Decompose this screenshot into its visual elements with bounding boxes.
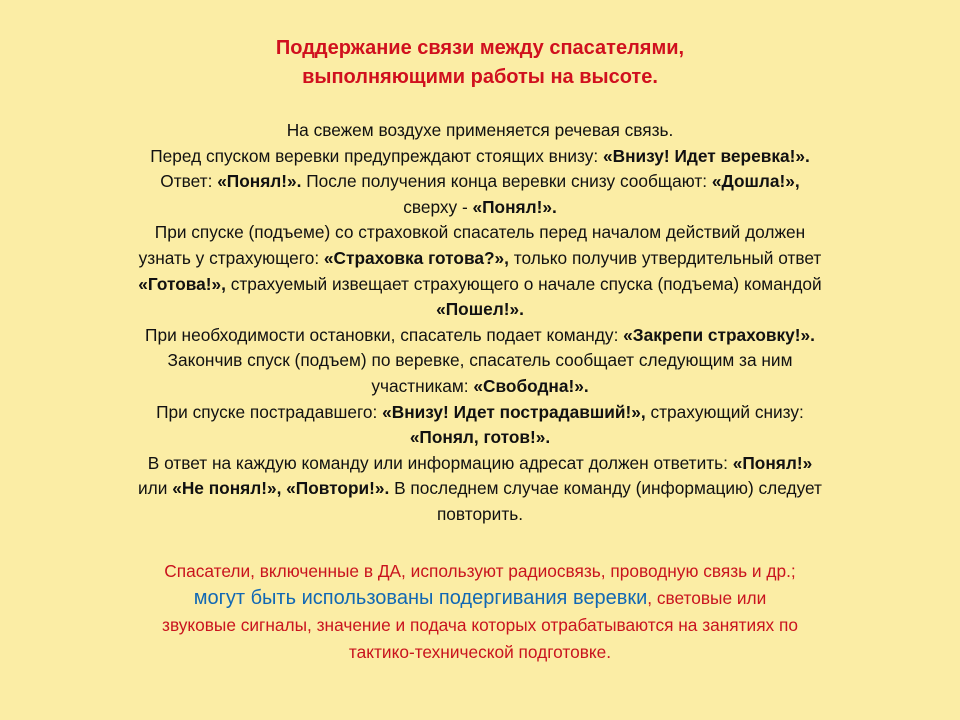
title-line: выполняющими работы на высоте.	[302, 66, 658, 88]
footer-line: тактико-технической подготовке.	[348, 642, 612, 662]
text-span: узнать у страхующего:	[138, 247, 324, 268]
command-text: «Пошел!».	[436, 299, 524, 320]
text-span: При необходимости остановки, спасатель подает команду:	[145, 324, 624, 345]
text-span: В ответ на каждую команду или информацию адресат должен ответить:	[147, 452, 733, 473]
text-span: Закончив спуск (подъем) по веревке, спасатель сообщает следующим за ним	[167, 350, 793, 371]
command-text: «Страховка готова?»,	[323, 247, 509, 268]
body-line	[40, 400, 920, 426]
command-text: «Понял!».	[217, 171, 302, 192]
command-text: «Понял, готов!».	[409, 427, 551, 448]
footer-line: звуковые сигналы, значение и подача которых отрабатываются на занятиях по	[162, 615, 798, 635]
text-span: При спуске (подъеме) со страховкой спасатель перед началом действий должен	[154, 222, 806, 243]
text-span: При спуске пострадавшего:	[156, 401, 383, 422]
text-span: повторить.	[436, 503, 524, 524]
command-text: «Внизу! Идет пострадавший!»,	[382, 401, 646, 422]
text-span: только получив утвердительный ответ	[508, 247, 822, 268]
text-span: или	[138, 478, 173, 499]
text-span: В последнем случае команду (информацию) следует	[389, 478, 822, 499]
title-line: Поддержание связи между спасателями,	[275, 37, 685, 59]
footer-line	[40, 585, 920, 612]
body-line	[40, 118, 920, 144]
command-text: «Не понял!», «Повтори!».	[172, 478, 390, 499]
body-line	[40, 476, 920, 502]
footer-line: Спасатели, включенные в ДА, используют радиосвязь, проводную связь и др.;	[164, 561, 796, 581]
command-text: «Свободна!».	[473, 375, 589, 396]
body-line	[40, 502, 920, 528]
body-line	[40, 348, 920, 374]
command-text: «Понял!».	[472, 196, 557, 217]
text-span: Ответ:	[160, 171, 218, 192]
text-span: , световые или	[647, 588, 767, 608]
body-line	[40, 246, 920, 272]
slide-title	[0, 34, 960, 92]
footer-note	[40, 558, 920, 666]
body-line	[40, 144, 920, 170]
body-line	[40, 169, 920, 195]
body-line	[40, 323, 920, 349]
body-line	[40, 195, 920, 221]
body-line	[40, 272, 920, 298]
command-text: «Понял!»	[732, 452, 813, 473]
body-line	[40, 374, 920, 400]
body-line	[40, 220, 920, 246]
highlight-text: могут быть использованы подергивания веревки	[193, 587, 648, 609]
body-text	[40, 118, 920, 528]
text-span: участникам:	[371, 375, 474, 396]
command-text: «Готова!»,	[138, 273, 226, 294]
text-span: На свежем воздухе применяется речевая связь.	[286, 120, 674, 140]
text-span: страхуемый извещает страхующего о начале спуска (подъема) командой	[225, 273, 822, 294]
body-line	[40, 425, 920, 451]
text-span: страхующий снизу:	[645, 401, 804, 422]
body-line	[40, 451, 920, 477]
text-span: Перед спуском веревки предупреждают стоящих внизу:	[150, 145, 603, 166]
command-text: «Закрепи страховку!».	[623, 324, 815, 345]
command-text: «Дошла!»,	[711, 171, 800, 192]
command-text: «Внизу! Идет веревка!».	[603, 145, 810, 166]
body-line	[40, 297, 920, 323]
text-span: После получения конца веревки снизу сообщают:	[301, 171, 712, 192]
text-span: сверху -	[403, 196, 473, 217]
